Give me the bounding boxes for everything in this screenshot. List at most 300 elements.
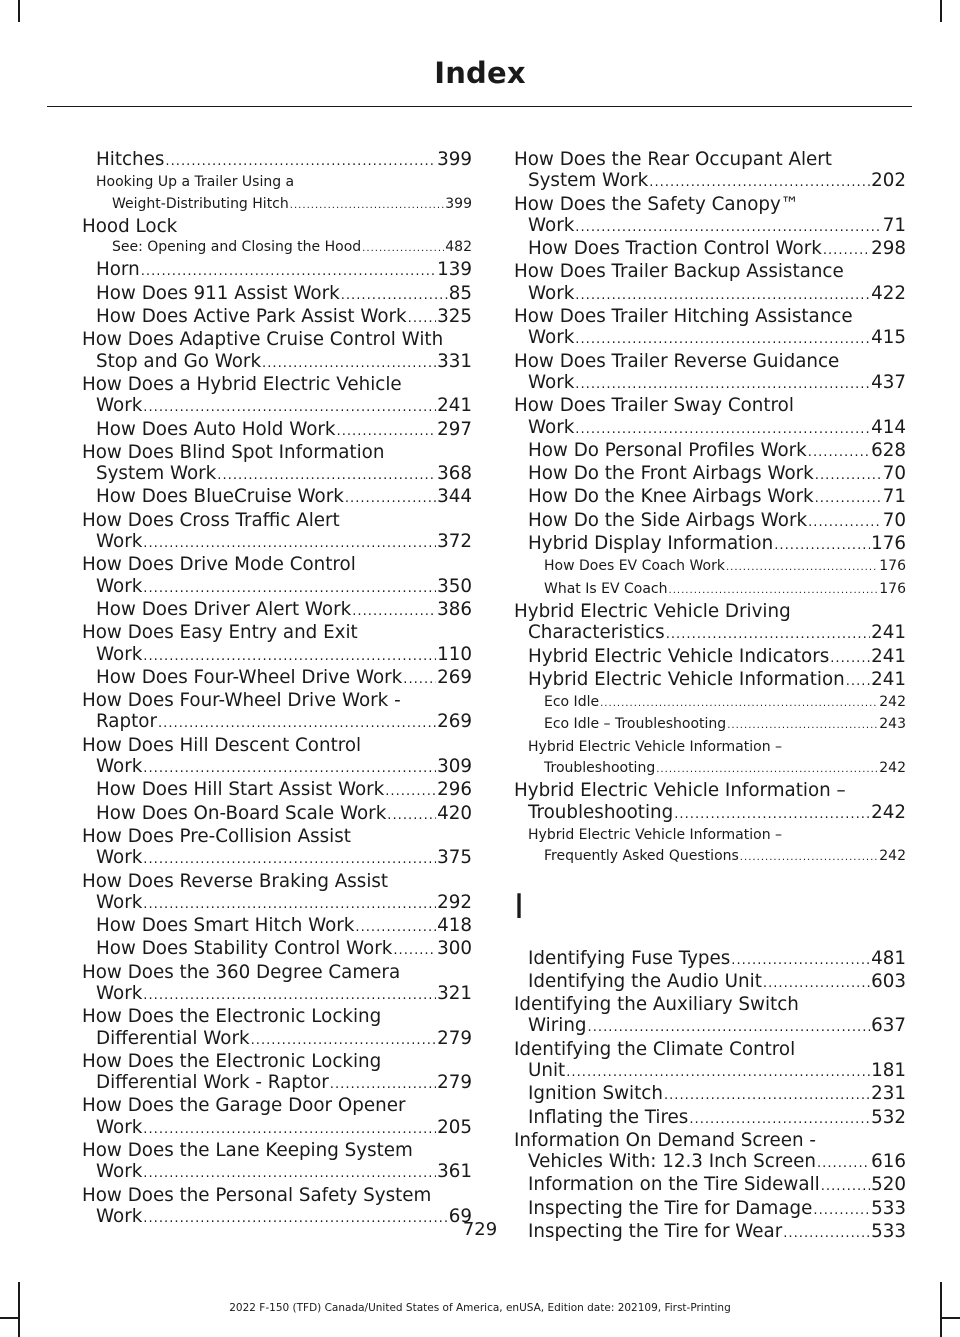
index-leader-line (528, 971, 906, 994)
dot-leader (158, 713, 436, 734)
index-entry (514, 1107, 906, 1130)
index-leader-line (96, 892, 472, 915)
index-term: Work (96, 756, 143, 778)
dot-leader (143, 985, 436, 1006)
index-page-ref: 350 (437, 575, 472, 597)
index-page-ref: 176 (871, 533, 906, 555)
index-leader-line (96, 531, 472, 554)
index-page-ref: 70 (882, 509, 906, 531)
index-leader-line (96, 915, 472, 938)
index-page-ref: 231 (871, 1083, 906, 1105)
index-term-line: How Does Drive Mode Control (82, 554, 356, 576)
index-page-ref: 242 (879, 694, 906, 711)
dot-leader (385, 781, 436, 802)
index-entry (82, 149, 472, 172)
dot-leader (666, 624, 870, 645)
index-term: Work (96, 395, 143, 417)
index-term: Inflating the Tires (528, 1106, 689, 1128)
index-term: Identifying the Audio Unit (528, 970, 762, 992)
index-page-ref: 422 (871, 282, 906, 304)
index-page-ref: 110 (437, 643, 472, 665)
section-letter: I (514, 886, 525, 927)
index-term: What Is EV Coach (544, 580, 668, 597)
index-entry (82, 690, 472, 735)
index-term-line: How Does Pre-Collision Assist (82, 825, 351, 847)
index-page-ref: 70 (882, 463, 906, 485)
index-term-line: Hybrid Electric Vehicle Information – (528, 738, 783, 755)
index-page-ref: 69 (448, 1205, 472, 1227)
index-page-ref: 139 (437, 259, 472, 281)
index-entry (514, 149, 906, 194)
index-leader-line (528, 327, 906, 350)
dot-leader (355, 917, 436, 938)
dot-leader (668, 580, 878, 601)
index-term: How Does Hill Start Assist Work (96, 779, 385, 801)
index-page-ref: 368 (437, 463, 472, 485)
index-entry (82, 1140, 472, 1185)
dot-leader (821, 1176, 870, 1197)
index-term-line: Identifying the Climate Control (514, 1038, 796, 1060)
dot-leader (774, 535, 870, 556)
index-leader-line (96, 1117, 472, 1140)
index-term: Inspecting the Tire for Damage (528, 1197, 813, 1219)
index-page-ref: 603 (871, 970, 906, 992)
dot-leader (143, 894, 436, 915)
index-term-line: How Does Trailer Reverse Guidance (514, 350, 840, 372)
index-entry (514, 1198, 906, 1221)
index-entry (82, 803, 472, 826)
index-term-line: How Does Trailer Backup Assistance (514, 261, 844, 283)
index-leader-line (96, 779, 472, 802)
index-term: Weight-Distributing Hitch (112, 195, 289, 212)
dot-leader (393, 940, 436, 961)
index-term: Hybrid Display Information (528, 533, 774, 555)
index-page-ref: 437 (871, 371, 906, 393)
index-term-line: How Does Hill Descent Control (82, 734, 362, 756)
index-leader-line (96, 599, 472, 622)
dot-leader (408, 308, 436, 329)
dot-leader (575, 285, 870, 306)
index-term-line: How Does Cross Traffic Alert (82, 509, 340, 531)
index-term: Hybrid Electric Vehicle Information (528, 668, 845, 690)
index-term: How Does Traction Control Work (528, 238, 822, 260)
index-entry (514, 261, 906, 306)
index-term: How Does Driver Alert Work (96, 598, 352, 620)
index-leader-line (528, 669, 906, 692)
index-term: System Work (96, 463, 217, 485)
index-term-line: How Does the Personal Safety System (82, 1184, 432, 1206)
index-leader-line (96, 283, 472, 306)
index-page-ref: 325 (437, 306, 472, 328)
index-entry (514, 1130, 906, 1175)
index-page-ref: 637 (871, 1015, 906, 1037)
index-leader-line (528, 510, 906, 533)
index-entry (514, 395, 906, 440)
index-entry (514, 601, 906, 646)
index-column-left (82, 149, 472, 1229)
index-leader-line (528, 1083, 906, 1106)
index-leader-line (528, 622, 906, 645)
index-page-ref: 269 (437, 666, 472, 688)
index-leader-line (528, 1015, 906, 1038)
dot-leader (290, 195, 445, 216)
dot-leader (588, 1017, 871, 1038)
index-term: Work (96, 575, 143, 597)
index-page-ref: 616 (871, 1151, 906, 1173)
index-term: Identifying Fuse Types (528, 947, 731, 969)
index-page-ref: 532 (871, 1106, 906, 1128)
index-term: Eco Idle (544, 694, 600, 711)
index-term-line: How Does Reverse Braking Assist (82, 870, 389, 892)
index-term: How Do the Front Airbags Work (528, 463, 814, 485)
index-leader-line (96, 803, 472, 826)
index-term-line: How Does the Safety Canopy™ (514, 193, 800, 215)
index-leader-line (544, 692, 906, 714)
index-entry (514, 440, 906, 463)
index-subentry (514, 579, 906, 601)
crop-mark-bottom-right-h (940, 1317, 960, 1319)
index-term-line: How Does the Rear Occupant Alert (514, 149, 832, 170)
index-term: How Does BlueCruise Work (96, 486, 344, 508)
dot-leader (143, 578, 436, 599)
index-leader-line (528, 1151, 906, 1174)
index-term: Troubleshooting (544, 760, 656, 777)
dot-leader (808, 442, 870, 463)
dot-leader (143, 1119, 436, 1140)
dot-leader (575, 329, 870, 350)
index-term-line: How Does Trailer Sway Control (514, 395, 794, 417)
index-term: Hybrid Electric Vehicle Indicators (528, 645, 830, 667)
index-page-ref: 176 (879, 580, 906, 597)
dot-leader (141, 261, 436, 282)
index-page-ref: 399 (445, 195, 472, 212)
index-page-ref: 242 (879, 760, 906, 777)
index-leader-line (96, 983, 472, 1006)
index-subentry (514, 714, 906, 736)
dot-leader (403, 669, 436, 690)
index-page-ref: 481 (871, 947, 906, 969)
index-page-ref: 482 (445, 239, 472, 256)
index-leader-line (544, 846, 906, 868)
index-page-ref: 241 (871, 668, 906, 690)
index-term: Work (96, 643, 143, 665)
index-column-right (514, 149, 906, 1244)
index-page-ref: 202 (871, 170, 906, 192)
index-page-ref: 242 (879, 848, 906, 865)
index-leader-line (96, 667, 472, 690)
index-leader-line (528, 417, 906, 440)
index-page-ref: 300 (437, 938, 472, 960)
index-term-line: Identifying the Auxiliary Switch (514, 994, 799, 1016)
index-entry (514, 1039, 906, 1084)
index-leader-line (96, 463, 472, 486)
dot-leader (763, 973, 870, 994)
index-page-ref: 71 (882, 486, 906, 508)
index-page-ref: 321 (437, 982, 472, 1004)
index-page-ref: 296 (437, 779, 472, 801)
index-term: Work (96, 1161, 143, 1183)
dot-leader (143, 1163, 436, 1184)
index-page-ref: 533 (871, 1197, 906, 1219)
page-number: 729 (462, 1219, 498, 1240)
dot-leader (815, 465, 882, 486)
index-leader-line (112, 194, 472, 216)
index-page-ref: 361 (437, 1161, 472, 1183)
dot-leader (817, 1153, 870, 1174)
index-term: Frequently Asked Questions (544, 848, 739, 865)
index-term-line: How Does the Electronic Locking (82, 1050, 382, 1072)
index-term: Wiring (528, 1015, 587, 1037)
dot-leader (830, 648, 870, 669)
index-leader-line (528, 463, 906, 486)
dot-leader (330, 1074, 436, 1095)
index-leader-line (96, 1072, 472, 1095)
index-page-ref: 176 (879, 558, 906, 575)
index-leader-line (96, 1161, 472, 1184)
index-leader-line (96, 351, 472, 374)
index-entry (82, 962, 472, 1007)
dot-leader (337, 421, 437, 442)
index-entry (82, 667, 472, 690)
index-subentry (514, 737, 906, 781)
index-leader-line (544, 758, 906, 780)
dot-leader (143, 397, 436, 418)
dot-leader (808, 512, 882, 533)
index-entry (82, 374, 472, 419)
dot-leader (143, 646, 436, 667)
index-leader-line (96, 1028, 472, 1051)
index-term: Troubleshooting (528, 801, 674, 823)
dot-leader (689, 1109, 870, 1130)
index-entry (82, 622, 472, 667)
index-leader-line (544, 714, 906, 736)
index-leader-line (96, 644, 472, 667)
index-page-ref: 205 (437, 1116, 472, 1138)
index-term-line: How Does Trailer Hitching Assistance (514, 306, 853, 328)
index-entry (82, 915, 472, 938)
index-entry (82, 259, 472, 282)
index-entry (82, 442, 472, 487)
index-leader-line (544, 579, 906, 601)
index-term: Work (528, 214, 575, 236)
index-entry (82, 1051, 472, 1096)
index-page-ref: 298 (871, 238, 906, 260)
index-entry (514, 646, 906, 669)
index-term: How Does Four-Wheel Drive Work (96, 666, 403, 688)
crop-mark-top-right (940, 0, 942, 22)
index-term: How Do the Side Airbags Work (528, 509, 808, 531)
index-subentry (514, 825, 906, 869)
index-page-ref: 241 (437, 395, 472, 417)
index-entry (82, 510, 472, 555)
index-entry (82, 554, 472, 599)
index-term: Work (528, 371, 575, 393)
page-title: Index (434, 56, 526, 90)
index-leader-line (96, 306, 472, 329)
index-page-ref: 297 (437, 418, 472, 440)
dot-leader (387, 805, 436, 826)
index-page-ref: 628 (871, 439, 906, 461)
index-term: Hitches (96, 149, 165, 170)
index-page-ref: 415 (871, 327, 906, 349)
index-term-line: How Does Adaptive Cruise Control With (82, 329, 444, 351)
index-leader-line (96, 395, 472, 418)
index-term: Eco Idle – Troubleshooting (544, 716, 727, 733)
crop-mark-top-left (18, 0, 20, 22)
index-leader-line (528, 533, 906, 556)
index-term: Differential Work (96, 1027, 250, 1049)
index-page-ref: 279 (437, 1072, 472, 1094)
index-page-ref: 242 (871, 801, 906, 823)
index-page-ref: 344 (437, 486, 472, 508)
index-leader-line (528, 238, 906, 261)
index-leader-line (528, 1060, 906, 1083)
dot-leader (575, 419, 870, 440)
index-term-line: How Does Blind Spot Information (82, 441, 385, 463)
index-leader-line (528, 283, 906, 306)
index-entry (82, 306, 472, 329)
index-entry (82, 826, 472, 871)
index-leader-line (528, 1174, 906, 1197)
index-entry (514, 948, 906, 971)
dot-leader (600, 693, 878, 714)
index-entry (514, 971, 906, 994)
index-leader-line (544, 556, 906, 578)
dot-leader (345, 488, 436, 509)
index-term-line: How Does the 360 Degree Camera (82, 961, 401, 983)
index-entry (82, 938, 472, 961)
index-entry (82, 735, 472, 780)
index-term-line: Hybrid Electric Vehicle Driving (514, 600, 791, 622)
index-entry (82, 1006, 472, 1051)
index-leader-line (528, 802, 906, 825)
index-term-line: How Does Easy Entry and Exit (82, 622, 358, 644)
index-entry: Hood Lock (82, 215, 178, 237)
index-page-ref: 241 (871, 645, 906, 667)
index-term: Inspecting the Tire for Wear (528, 1221, 783, 1243)
index-page-ref: 331 (437, 350, 472, 372)
dot-leader (674, 804, 870, 825)
index-term: Work (528, 416, 575, 438)
dot-leader (731, 950, 870, 971)
index-entry (514, 669, 906, 692)
index-entry (514, 994, 906, 1039)
index-term-line: Hybrid Electric Vehicle Information – (514, 780, 846, 802)
dot-leader (143, 533, 436, 554)
index-term: How Do the Knee Airbags Work (528, 486, 814, 508)
index-entry (82, 871, 472, 916)
dot-leader (251, 1030, 437, 1051)
index-term: Work (528, 327, 575, 349)
dot-leader (575, 374, 870, 395)
index-term-line: How Does Four-Wheel Drive Work - (82, 690, 401, 712)
index-term: Work (96, 531, 143, 553)
index-leader-line (528, 1107, 906, 1130)
index-entry (514, 238, 906, 261)
index-term: Work (96, 847, 143, 869)
index-leader-line (528, 948, 906, 971)
index-leader-line (112, 237, 472, 259)
dot-leader (566, 1062, 870, 1083)
index-leader-line (528, 486, 906, 509)
index-entry (82, 599, 472, 622)
dot-leader (815, 488, 882, 509)
crop-mark-bottom-left-h (0, 1317, 20, 1319)
dot-leader (664, 1085, 870, 1106)
index-leader-line (96, 259, 472, 282)
index-entry (514, 486, 906, 509)
index-term: Work (96, 1205, 143, 1227)
index-term: How Does 911 Assist Work (96, 282, 340, 304)
index-page-ref: 399 (437, 149, 472, 170)
index-page-ref: 241 (871, 622, 906, 644)
dot-leader (813, 1200, 870, 1221)
index-page-ref: 375 (437, 847, 472, 869)
index-leader-line (96, 711, 472, 734)
index-page-ref: 372 (437, 531, 472, 553)
dot-leader (649, 172, 870, 193)
dot-leader (726, 557, 878, 578)
index-leader-line (528, 215, 906, 238)
index-term-line: How Does the Garage Door Opener (82, 1095, 406, 1117)
index-subentry (82, 172, 472, 216)
dot-leader (143, 849, 436, 870)
dot-leader (727, 715, 878, 736)
index-page-ref: 181 (871, 1059, 906, 1081)
index-term: How Does Auto Hold Work (96, 418, 336, 440)
index-entry (514, 463, 906, 486)
index-leader-line (96, 938, 472, 961)
index-subentry (514, 556, 906, 578)
index-page-ref: 85 (448, 282, 472, 304)
index-term: Characteristics (528, 622, 665, 644)
index-entry (82, 283, 472, 306)
index-term: System Work (528, 170, 649, 192)
index-page-ref: 418 (437, 915, 472, 937)
index-term: Work (96, 891, 143, 913)
index-leader-line (528, 170, 906, 193)
index-entry (82, 329, 472, 374)
dot-leader (846, 671, 870, 692)
index-term: How Does Stability Control Work (96, 938, 393, 960)
dot-leader (823, 240, 870, 261)
index-subentry (82, 237, 472, 259)
dot-leader (656, 759, 878, 780)
index-leader-line (528, 372, 906, 395)
edition-footer: 2022 F-150 (TFD) Canada/United States of America, enUSA, Edition date: 202109, First-Printing (229, 1302, 731, 1314)
index-term: Ignition Switch (528, 1083, 663, 1105)
index-leader-line (96, 486, 472, 509)
index-page-ref: 71 (882, 214, 906, 236)
index-leader-line (96, 576, 472, 599)
index-term-line: Hybrid Electric Vehicle Information – (528, 826, 783, 843)
index-leader-line (96, 149, 472, 172)
dot-leader (352, 601, 436, 622)
index-term: Horn (96, 259, 140, 281)
index-leader-line (528, 646, 906, 669)
index-entry (514, 351, 906, 396)
index-term: How Does On-Board Scale Work (96, 802, 387, 824)
index-term-line: How Does the Lane Keeping System (82, 1140, 413, 1162)
index-entry (514, 1083, 906, 1106)
index-term-line: Hooking Up a Trailer Using a (96, 174, 295, 191)
index-entry (514, 306, 906, 351)
index-subentry (514, 692, 906, 714)
index-term: Work (96, 1116, 143, 1138)
index-leader-line (96, 756, 472, 779)
index-leader-line (528, 1198, 906, 1221)
index-term: Unit (528, 1059, 566, 1081)
